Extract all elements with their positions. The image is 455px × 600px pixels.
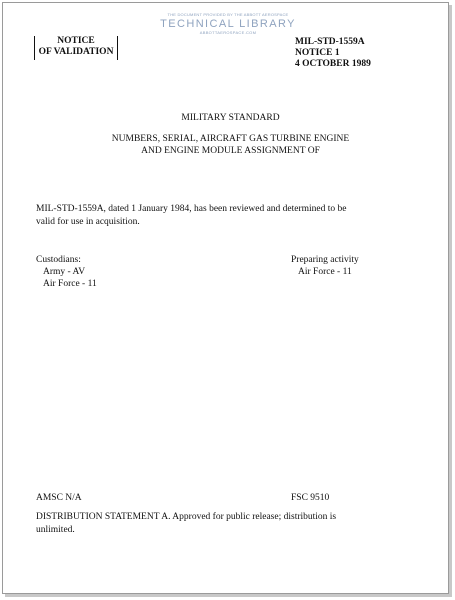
standard-heading: MILITARY STANDARD xyxy=(181,113,280,123)
distribution-line1: DISTRIBUTION STATEMENT A. Approved for public release; distribution is xyxy=(36,512,337,522)
notice-of-validation-box xyxy=(34,36,118,60)
custodian-air-force: Air Force - 11 xyxy=(43,279,97,289)
title-line2: AND ENGINE MODULE ASSIGNMENT OF xyxy=(141,146,320,156)
notice-date: 4 OCTOBER 1989 xyxy=(295,59,371,69)
validation-line1: MIL-STD-1559A, dated 1 January 1984, has been reviewed and determined to be xyxy=(36,204,347,214)
preparing-activity-block xyxy=(291,254,359,278)
validation-line2: valid for use in acquisition. xyxy=(36,217,140,227)
notice-box-line1: NOTICE xyxy=(57,36,95,46)
distribution-line2: unlimited. xyxy=(36,525,75,535)
watermark-title: TECHNICAL LIBRARY xyxy=(160,18,296,30)
document-identifier xyxy=(295,37,371,70)
notice-box-line2: OF VALIDATION xyxy=(38,47,114,57)
technical-library-watermark xyxy=(153,13,303,35)
notice-number: NOTICE 1 xyxy=(295,48,340,58)
fsc-label: FSC 9510 xyxy=(291,493,330,503)
custodians-block xyxy=(36,254,97,290)
preparing-activity-label: Preparing activity xyxy=(291,255,359,265)
title-line1: NUMBERS, SERIAL, AIRCRAFT GAS TURBINE ENGINE xyxy=(111,134,350,144)
distribution-statement xyxy=(36,511,336,537)
document-number: MIL-STD-1559A xyxy=(295,37,365,47)
document-page xyxy=(2,2,449,594)
preparing-activity-entry: Air Force - 11 xyxy=(298,267,352,277)
watermark-url: ABBOTTAEROSPACE.COM xyxy=(199,30,257,35)
custodians-label: Custodians: xyxy=(36,255,81,265)
watermark-top-line: THE DOCUMENT PROVIDED BY THE ABBOTT AEROSPACE xyxy=(167,12,289,17)
amsc-label: AMSC N/A xyxy=(36,493,82,503)
custodian-army: Army - AV xyxy=(43,267,86,277)
validation-statement xyxy=(36,203,396,229)
